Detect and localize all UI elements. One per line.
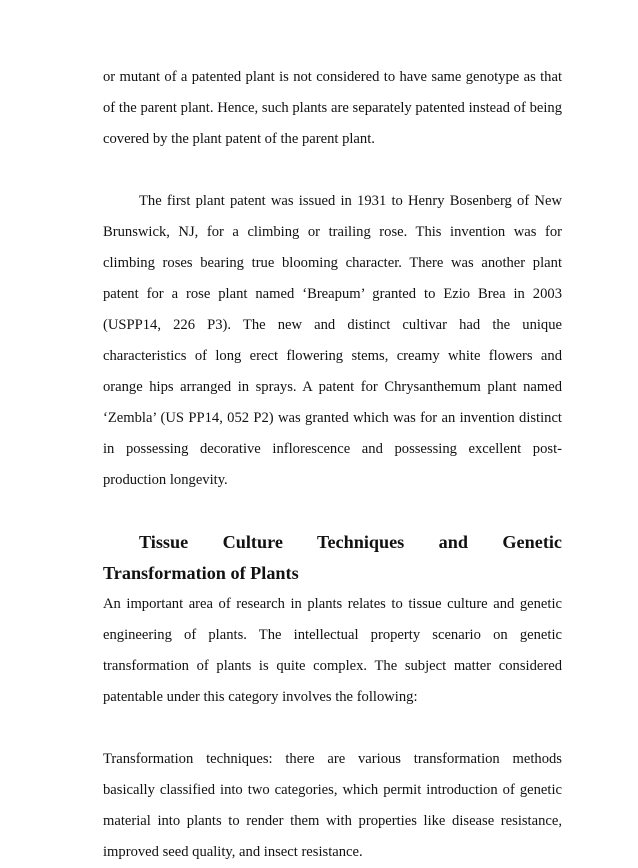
paragraph-transformation-techniques: Transformation techniques: there are various transformation methods basically classified into two categories, which permit introduction of genetic material into plants to render them with properties like disease resistance, improved seed quality, and insect resistance. xyxy=(103,751,562,860)
document-body xyxy=(103,62,562,868)
paragraph-spacer xyxy=(103,155,562,186)
paragraph-first-plant-patent: The first plant patent was issued in 1931 to Henry Bosenberg of New Brunswick, NJ, for a climbing or trailing rose. This invention was for climbing roses bearing true blooming character. There was another plant patent for a rose plant named ‘Breapum’ granted to Ezio Brea in 2003 (USPP14, 226 P3). The new and distinct cultivar had the unique characteristics of long erect flowering stems, creamy white flowers and orange hips arranged in sprays. A patent for Chrysanthemum plant named ‘Zembla’ (US PP14, 052 P2) was granted which was for an invention distinct in possessing decorative inflorescence and possessing excellent post-production longevity. xyxy=(103,193,562,488)
paragraph-tissue-culture: An important area of research in plants relates to tissue culture and genetic engineering of plants. The intellectual property scenario on genetic transformation of plants is quite complex. The subject matter considered patentable under this category involves the following: xyxy=(103,596,562,705)
section-heading: Tissue Culture Techniques and Genetic Transformation of Plants xyxy=(103,532,562,583)
paragraph-genotype-continuation: or mutant of a patented plant is not considered to have same genotype as that of the parent plant. Hence, such plants are separately patented instead of being covered by the plant patent of the parent plant. xyxy=(103,69,562,147)
paragraph-spacer xyxy=(103,496,562,527)
paragraph-spacer xyxy=(103,713,562,744)
